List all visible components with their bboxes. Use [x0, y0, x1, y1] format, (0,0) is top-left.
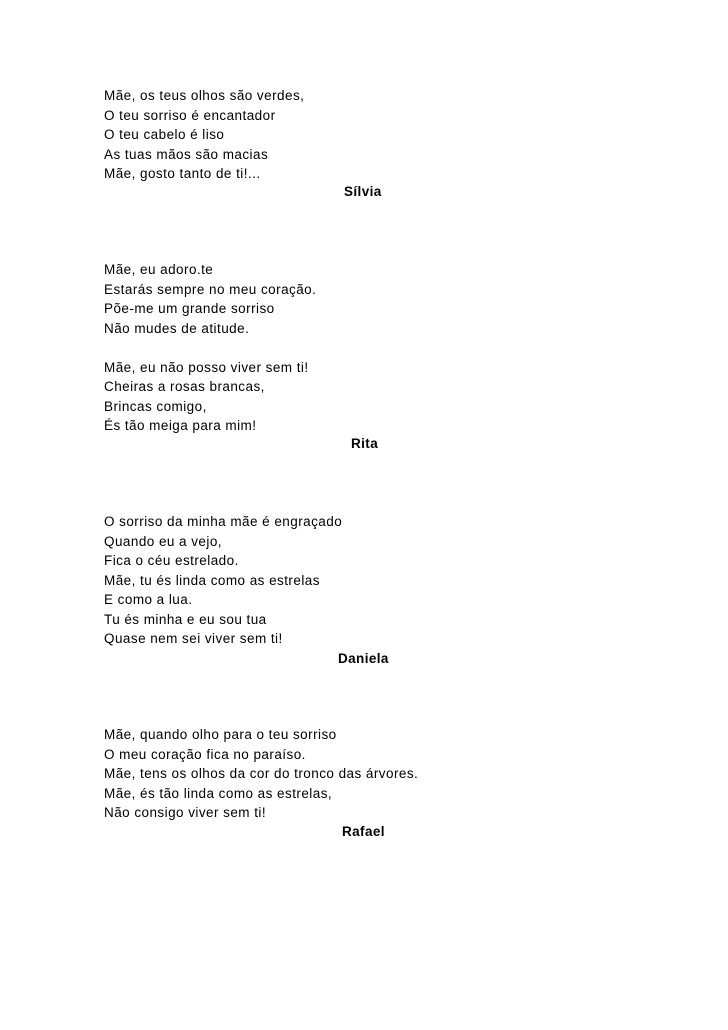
- poem-line: Não mudes de atitude.: [104, 320, 250, 336]
- poem-line: Mãe, és tão linda como as estrelas,: [104, 785, 333, 801]
- poem-line: És tão meiga para mim!: [104, 418, 257, 433]
- poem-line: Mãe, eu não posso viver sem ti!: [104, 359, 309, 375]
- poem-rafael: [104, 725, 418, 823]
- poem-line: Mãe, tens os olhos da cor do tronco das árvores.: [104, 766, 419, 781]
- poem-line: Mãe, os teus olhos são verdes,: [104, 88, 305, 103]
- poem-silvia: [104, 86, 304, 184]
- poem-line: E como a lua.: [104, 592, 193, 607]
- poem-line: Mãe, tu és linda como as estrelas: [104, 572, 320, 588]
- poem-line: Mãe, gosto tanto de ti!...: [104, 166, 261, 181]
- poem-line: Quase nem sei viver sem ti!: [104, 631, 283, 646]
- poem-line: Põe-me um grande sorriso: [104, 301, 275, 316]
- poem-line: O meu coração fica no paraíso.: [104, 746, 306, 762]
- author-signature: Rafael: [342, 824, 385, 839]
- poem-rita: [104, 260, 316, 436]
- poem-line: Não consigo viver sem ti!: [104, 805, 267, 820]
- author-signature: Daniela: [338, 651, 389, 666]
- poem-daniela: [104, 512, 342, 649]
- poem-line: Quando eu a vejo,: [104, 533, 222, 549]
- stanza-break: [104, 338, 316, 358]
- poem-line: As tuas mãos são macias: [104, 146, 269, 162]
- poem-line: Estarás sempre no meu coração.: [104, 281, 317, 297]
- poem-line: O sorriso da minha mãe é engraçado: [104, 514, 343, 529]
- poem-line: O teu sorriso é encantador: [104, 107, 276, 123]
- poem-line: Tu és minha e eu sou tua: [104, 611, 267, 627]
- poem-line: O teu cabelo é liso: [104, 127, 225, 142]
- poem-line: Fica o céu estrelado.: [104, 553, 239, 568]
- author-signature: Sílvia: [344, 184, 382, 199]
- poem-line: Brincas comigo,: [104, 398, 207, 414]
- poem-line: Mãe, eu adoro.te: [104, 262, 214, 277]
- poem-line: Cheiras a rosas brancas,: [104, 379, 265, 394]
- poem-line: Mãe, quando olho para o teu sorriso: [104, 727, 337, 742]
- author-signature: Rita: [351, 436, 379, 451]
